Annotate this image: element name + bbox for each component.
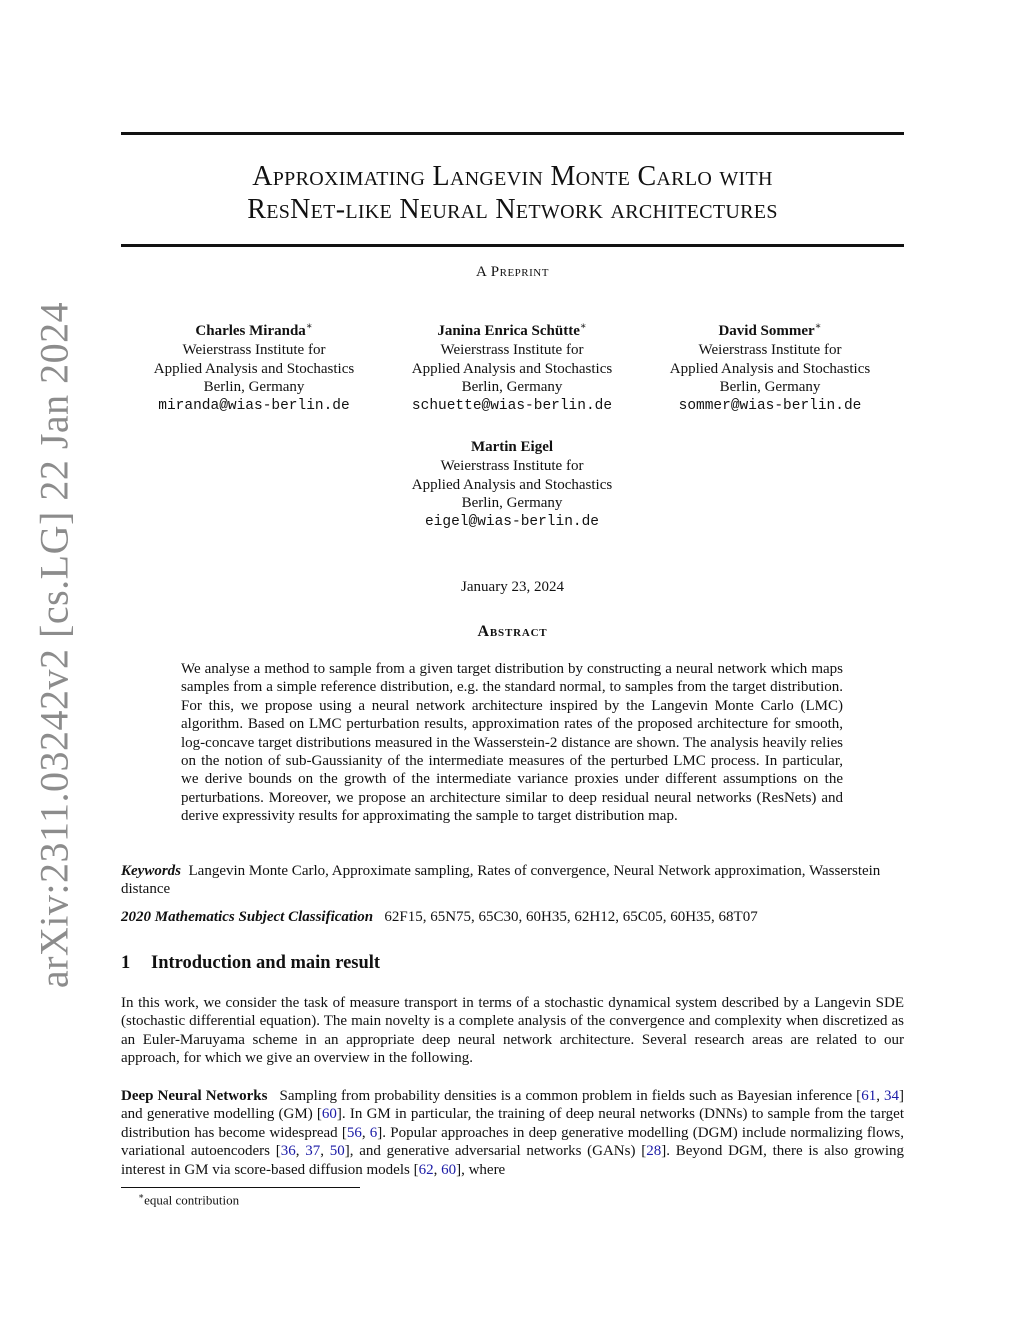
footnote-text: equal contribution <box>144 1192 240 1208</box>
author-affiliation: Weierstrass Institute for <box>698 341 842 358</box>
author-block <box>640 318 900 416</box>
citation-link[interactable]: 50 <box>329 1143 345 1160</box>
title-top-rule <box>121 132 904 135</box>
keywords-text: Langevin Monte Carlo, Approximate sampling, Rates of convergence, Neural Network approximation, Wasserstein distance <box>121 863 881 898</box>
author-affiliation: Applied Analysis and Stochastics <box>411 476 613 493</box>
paper-title <box>121 160 904 226</box>
author-email[interactable]: eigel@wias-berlin.de <box>424 514 600 531</box>
citation-link[interactable]: 34 <box>884 1088 899 1104</box>
dnn-paragraph: Deep Neural Networks Sampling from probability densities is a common problem in fields such as Bayesian inference [61, 34] and generative modelling (GM) [60]. In GM in particular, the training of deep neural networks (DNNs) to sample from the target distribution has become widespread [56, 6]. Popular approaches in deep generative modelling (DGM) include normalizing flows, variational autoencoders [36, 37, 50], and generative adversarial networks (GANs) [28]. Beyond DGM, there is also growing interest in GM via score-based diffusion models [62, 60], where <box>121 1088 905 1178</box>
citation-link[interactable]: 60 <box>321 1106 337 1123</box>
msc-label: 2020 Mathematics Subject Classification <box>121 909 374 925</box>
citation-link[interactable]: 61 <box>861 1088 877 1104</box>
author-location: Berlin, Germany <box>461 495 563 512</box>
title-line-1: Approximating Langevin Monte Carlo with <box>252 161 773 192</box>
author-name: Martin Eigel <box>470 439 554 455</box>
title-line-2: ResNet-like Neural Network architectures <box>247 194 778 225</box>
author-block <box>382 318 642 416</box>
citation-link[interactable]: 60 <box>441 1161 457 1178</box>
keywords-label: Keywords <box>121 863 181 879</box>
msc-classification <box>121 908 904 926</box>
footnote-mark: ∗ <box>138 1191 145 1201</box>
author-email[interactable]: sommer@wias-berlin.de <box>678 398 862 415</box>
author-email[interactable]: schuette@wias-berlin.de <box>411 398 613 415</box>
abstract-heading: Abstract <box>477 623 548 640</box>
citation-link[interactable]: 6 <box>369 1124 378 1141</box>
equal-contribution-mark: ∗ <box>579 321 587 332</box>
citation-link[interactable]: 36 <box>280 1143 296 1160</box>
keywords <box>121 862 904 899</box>
author-location: Berlin, Germany <box>719 379 821 396</box>
author-name: Janina Enrica Schütte∗ <box>437 321 587 339</box>
publication-date: January 23, 2024 <box>461 579 564 595</box>
author-block <box>382 438 642 532</box>
equal-contribution-mark: ∗ <box>305 321 313 332</box>
citation-link[interactable]: 56 <box>346 1124 362 1141</box>
author-affiliation: Applied Analysis and Stochastics <box>669 360 871 377</box>
section-heading <box>121 953 904 974</box>
author-location: Berlin, Germany <box>203 379 305 396</box>
author-affiliation: Weierstrass Institute for <box>182 341 326 358</box>
arxiv-identifier-stamp: arXiv:2311.03242v2 [cs.LG] 22 Jan 2024 <box>31 301 77 989</box>
equal-contribution-mark: ∗ <box>814 321 822 332</box>
title-bottom-rule <box>121 244 904 247</box>
author-location: Berlin, Germany <box>461 379 563 396</box>
footnote <box>138 1191 239 1208</box>
msc-codes: 62F15, 65N75, 65C30, 60H35, 62H12, 65C05, 60H35, 68T07 <box>384 909 758 925</box>
author-block <box>124 318 384 416</box>
author-email[interactable]: miranda@wias-berlin.de <box>158 398 350 415</box>
intro-paragraph: In this work, we consider the task of measure transport in terms of a stochastic dynamical system described by a Langevin SDE (stochastic differential equation). The main novelty is a complete analysis of the convergence and complexity when discretized as an Euler-Maruyama scheme in an appropriate deep neural network architecture. Several research areas are related to our approach, for which we give an overview in the following. <box>121 995 904 1067</box>
paragraph-heading: Deep Neural Networks <box>121 1088 268 1104</box>
section-title: Introduction and main result <box>151 953 381 973</box>
author-affiliation: Weierstrass Institute for <box>440 341 584 358</box>
footnote-rule <box>121 1187 360 1188</box>
author-affiliation: Applied Analysis and Stochastics <box>411 360 613 377</box>
author-name: David Sommer∗ <box>718 321 822 339</box>
author-name: Charles Miranda∗ <box>195 321 313 339</box>
citation-link[interactable]: 28 <box>646 1143 662 1160</box>
preprint-label: A Preprint <box>476 264 549 280</box>
author-affiliation: Weierstrass Institute for <box>440 457 584 474</box>
abstract-text: We analyse a method to sample from a given target distribution by constructing a neural network which maps samples from a simple reference distribution, e.g. the standard normal, to samples from the target distribution. For this, we propose using a neural network architecture inspired by the Langevin Monte Carlo (LMC) algorithm. Based on LMC perturbation results, approximation rates of the proposed architecture for smooth, log-concave target distributions measured in the Wasserstein-2 distance are shown. The analysis heavily relies on the notion of sub-Gaussianity of the intermediate measures of the perturbed LMC process. In particular, we derive bounds on the growth of the intermediate variance proxies under different assumptions on the perturbations. Moreover, we propose an architecture similar to deep residual neural networks (ResNets) and derive expressivity results for approximating the sample to target distribution map. <box>181 661 843 825</box>
citation-link[interactable]: 62 <box>418 1161 434 1178</box>
citation-link[interactable]: 37 <box>305 1143 321 1160</box>
section-number: 1 <box>121 953 131 973</box>
author-affiliation: Applied Analysis and Stochastics <box>153 360 355 377</box>
